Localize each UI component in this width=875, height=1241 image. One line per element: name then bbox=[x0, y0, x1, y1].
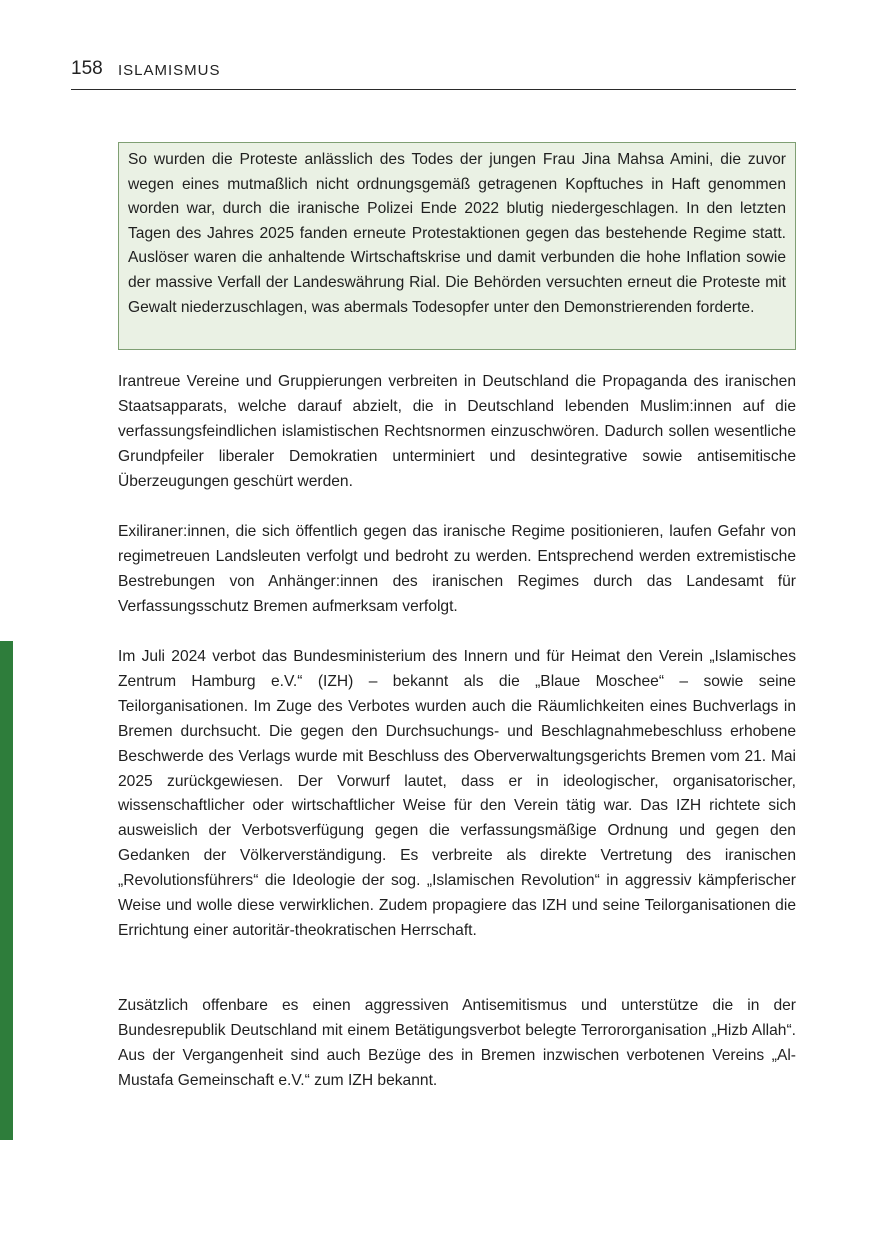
paragraph-4: Zusätzlich offenbare es einen aggressiven Antisemitismus und unterstütze die in der Bundesrepublik Deutschland mit einem Betätigungsverbot belegte Terrororganisation „Hizb Allah“. Aus der Vergangenheit sind auch Bezüge des in Bremen inzwischen verbotenen Vereins „Al-Mustafa Gemeinschaft e.V.“ zum IZH bekannt. bbox=[118, 997, 796, 1089]
chapter-marker-bar bbox=[0, 641, 13, 1140]
paragraph-2: Exiliraner:innen, die sich öffentlich gegen das iranische Regime positionieren, laufen Gefahr von regimetreuen Landsleuten verfolgt und bedroht zu werden. Entsprechend werden extremistische Bestrebungen von Anhänger:innen des iranischen Regimes durch das Landesamt für Verfassungsschutz Bremen aufmerksam verfolgt. bbox=[118, 523, 796, 615]
chapter-title: ISLAMISMUS bbox=[118, 62, 221, 79]
highlight-box bbox=[118, 142, 796, 350]
paragraph-1: Irantreue Vereine und Gruppierungen verbreiten in Deutschland die Propaganda des iranischen Staatsapparats, welche darauf abzielt, die in Deutschland lebenden Muslim:innen auf die verfassungsfeindlichen islamistischen Rechtsnormen einzuschwören. Dadurch sollen wesentliche Grundpfeiler liberaler Demokratien unterminiert und desintegrative sowie antisemitische Überzeugungen geschürt werden. bbox=[118, 373, 796, 490]
running-header bbox=[71, 56, 796, 90]
paragraph-3: Im Juli 2024 verbot das Bundesministerium des Innern und für Heimat den Verein „Islamisches Zentrum Hamburg e.V.“ (IZH) – bekannt als die „Blaue Moschee“ – sowie seine Teilorganisationen. Im Zuge des Verbotes wurden auch die Räumlichkeiten eines Buchverlags in Bremen durchsucht. Die gegen den Durchsuchungs- und Beschlagnahmebeschluss erhobene Beschwerde des Verlags wurde mit Beschluss des Oberverwaltungsgerichts Bremen vom 21. Mai 2025 zurückgewiesen. Der Vorwurf lautet, dass er in ideologischer, organisatorischer, wissenschaftlicher oder wirtschaftlicher Weise für den Verein tätig war. Das IZH richtete sich ausweislich der Verbotsverfügung gegen die verfassungsmäßige Ordnung und gegen den Gedanken der Völkerverständigung. Es verbreite als direkte Vertretung des iranischen „Revolutionsführers“ die Ideologie der sog. „Islamischen Revolution“ in aggressiv kämpferischer Weise und wolle diese verwirklichen. Zudem propagiere das IZH und seine Teilorganisationen die Errichtung einer autoritär-theokratischen Herrschaft. bbox=[118, 648, 796, 939]
highlight-box-text: So wurden die Proteste anlässlich des Todes der jungen Frau Jina Mahsa Amini, die zuvor wegen eines mutmaßlich nicht ordnungsgemäß getragenen Kopftuches in Haft genommen worden war, durch die iranische Polizei Ende 2022 blutig niedergeschlagen. In den letzten Tagen des Jahres 2025 fanden erneute Protestaktionen gegen das bestehende Regime statt. Auslöser waren die anhaltende Wirtschaftskrise und damit verbunden die hohe Inflation sowie der massive Verfall der Landeswährung Rial. Die Behörden versuchten erneut die Proteste mit Gewalt niederzuschlagen, was abermals Todesopfer unter den Demonstrierenden forderte. bbox=[128, 151, 786, 316]
page-number: 158 bbox=[71, 58, 103, 79]
